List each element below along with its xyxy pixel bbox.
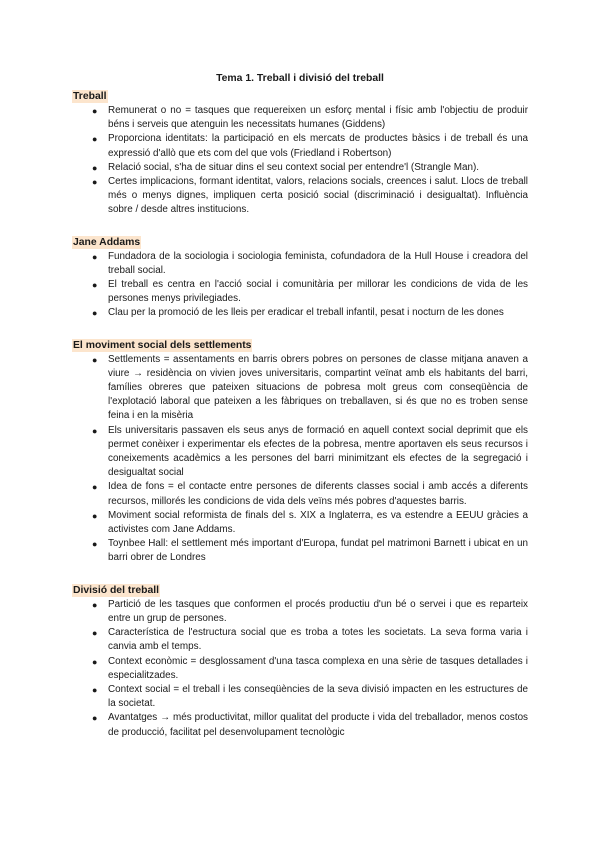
bullet-icon: ● — [92, 425, 98, 436]
bullet-icon: ● — [92, 134, 98, 145]
list-item: ● Els universitaris passaven els seus anys de formació en aquell context social deprimit que els permet conèixer i experimentar els efectes de la pobresa, mentre aportaven els seus recursos i coneixements acadèmics a les persones del barri minimitzant els efectes de la segregació i desigualtat social — [92, 424, 528, 479]
bullet-icon: ● — [92, 684, 98, 695]
bullet-icon: ● — [92, 177, 98, 188]
bullet-icon: ● — [92, 482, 98, 493]
bullet-icon: ● — [92, 308, 98, 319]
bullet-icon: ● — [92, 162, 98, 173]
list-item: ● Partició de les tasques que conformen el procés productiu d'un bé o servei i que es reparteix entre un grup de persones. — [92, 598, 528, 624]
bullet-icon: ● — [92, 106, 98, 116]
bullet-icon: ● — [92, 539, 98, 550]
list-item: ● Context social = el treball i les conseqüències de la seva divisió impacten en les estructures de la societat. — [92, 683, 528, 710]
section-jane-addams — [72, 232, 528, 321]
section-treball — [72, 86, 528, 218]
bullet-list — [72, 104, 528, 218]
document-title: Tema 1. Treball i divisió del treball — [216, 73, 384, 84]
bullet-icon: ● — [92, 599, 98, 610]
list-item: ● Fundadora de la sociologia i sociologia feminista, cofundadora de la Hull House i creadora del treball social. — [92, 250, 528, 276]
list-item: ● Proporciona identitats: la participació en els mercats de productes bàsics i de treball és una expressió d'allò que ets com del que vols (Friedland i Robertson) — [92, 133, 528, 159]
list-item: ● Context econòmic = desglossament d'una tasca complexa en una sèrie de tasques detallades i especialitzades. — [92, 655, 528, 681]
list-item: ● Certes implicacions, formant identitat, valors, relacions socials, creences i salut. Llocs de treball més o menys dignes, impliquen certa posició social (discriminació i desigualtat). Influència sobre / desde altres institucions. — [92, 176, 528, 216]
list-item: ● Settlements = assentaments en barris obrers pobres on persones de classe mitjana anaven a viure → residència on vivien joves universitaris, compartint veïnat amb els habitants del barri, famílies obreres que pateixen situacions de pobresa molt greus com conseqüència de l'explotació laboral que pateixen a les fàbriques on treballaven, si és que no es troben sense feina i en la misèria — [92, 353, 528, 422]
bullet-icon: ● — [92, 251, 98, 262]
bullet-icon: ● — [92, 713, 98, 724]
list-item: ● Toynbee Hall: el settlement més important d'Europa, fundat pel matrimoni Barnett i ubicat en un barri obrer de Londres — [92, 538, 528, 564]
bullet-icon: ● — [92, 280, 98, 291]
section-settlements — [72, 335, 528, 566]
section-heading: Divisió del treball — [73, 584, 160, 596]
list-item: ● Moviment social reformista de finals del s. XIX a Inglaterra, es va estendre a EEUU gràcies a activistes com Jane Addams. — [92, 509, 528, 536]
list-item: ● El treball es centra en l'acció social i comunitària per millorar les condicions de vida de les persones menys privilegiades. — [92, 279, 528, 305]
bullet-icon: ● — [92, 354, 98, 365]
section-heading: Jane Addams — [73, 236, 141, 248]
list-item: ● Característica de l'estructura social que es troba a totes les societats. La seva forma varia i canvia amb el temps. — [92, 627, 528, 653]
list-item: ● Idea de fons = el contacte entre persones de diferents classes social i amb accés a diferents recursos, millorés les condicions de vida dels veïns més pobres d'aquestes barris. — [92, 481, 528, 507]
section-divisio-treball — [72, 580, 528, 740]
bullet-list — [72, 598, 528, 740]
list-item: ● Avantatges → més productivitat, millor qualitat del producte i vida del treballador, menos costos de producció, facilitat pel desenvolupament tecnològic — [92, 712, 528, 738]
bullet-list — [72, 250, 528, 321]
bullet-list — [72, 353, 528, 566]
list-item: ● Relació social, s'ha de situar dins el seu context social per entendre'l (Strangle Man). — [108, 161, 528, 175]
list-item: ● Remunerat o no = tasques que requereixen un esforç mental i físic amb l'objectiu de produir béns i serveis que atenguin les necessitats humanes (Giddens) — [92, 105, 528, 131]
bullet-icon: ● — [92, 628, 98, 639]
list-item: ● Clau per la promoció de les lleis per eradicar el treball infantil, pesat i nocturn de les dones — [108, 306, 528, 320]
bullet-icon: ● — [92, 656, 98, 667]
section-heading: El moviment social dels settlements — [73, 339, 252, 351]
section-heading: Treball — [73, 91, 107, 102]
bullet-icon: ● — [92, 510, 98, 521]
